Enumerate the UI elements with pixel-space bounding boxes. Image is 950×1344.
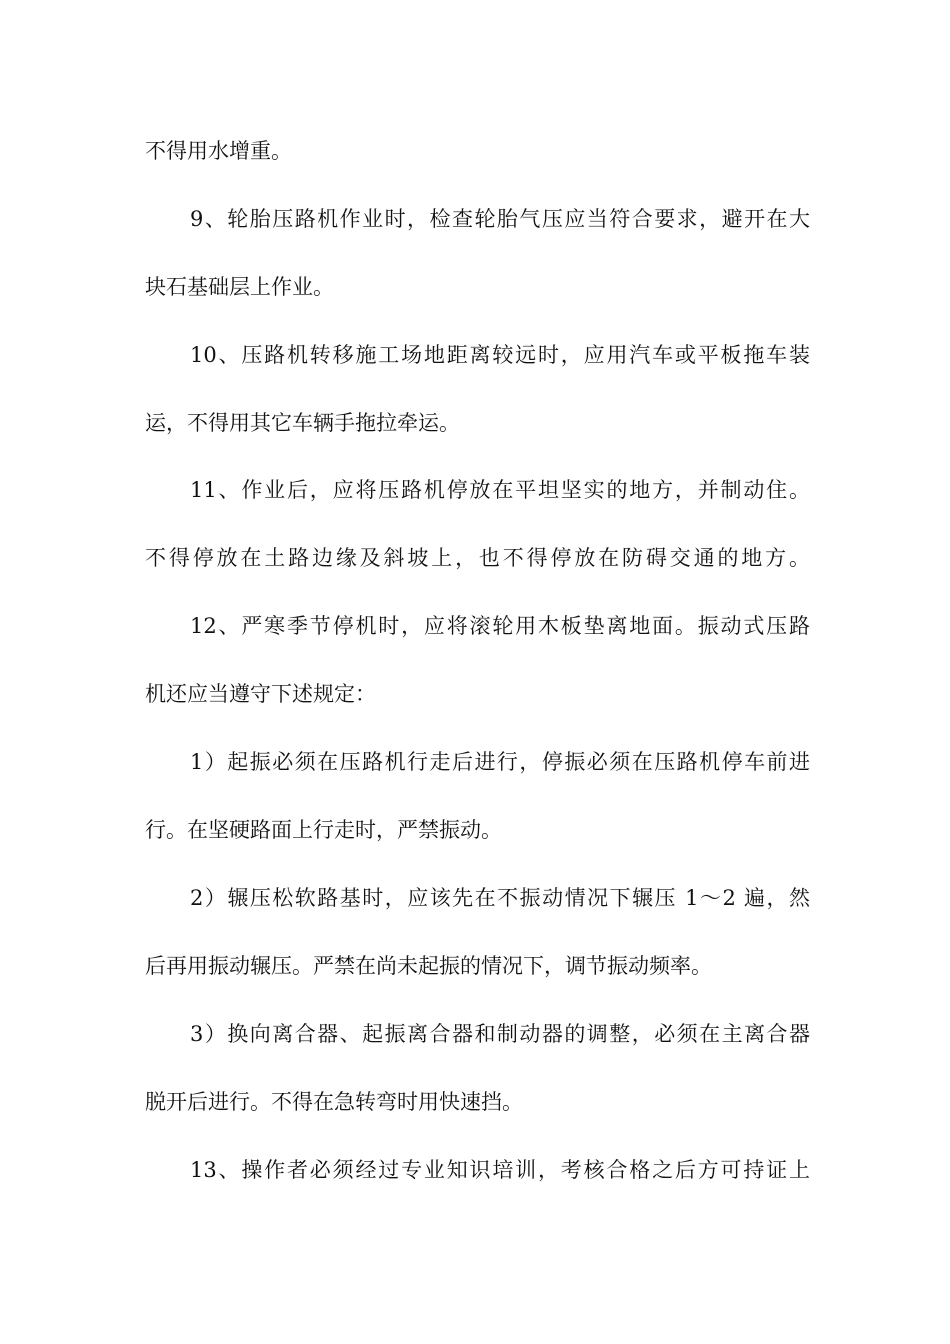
- text-line-7: 不得停放在土路边缘及斜坡上，也不得停放在防碍交通的地方。: [145, 546, 810, 570]
- text-line-2: 9、轮胎压路机作业时，检查轮胎气压应当符合要求，避开在大: [190, 207, 810, 231]
- text-line-5: 运，不得用其它车辆手拖拉牵运。: [145, 411, 460, 435]
- text-line-8: 12、严寒季节停机时，应将滚轮用木板垫离地面。振动式压路: [190, 614, 810, 638]
- text-line-12: 2）辗压松软路基时，应该先在不振动情况下辗压 1～2 遍，然: [190, 886, 810, 910]
- text-line-13: 后再用振动辗压。严禁在尚未起振的情况下，调节振动频率。: [145, 954, 712, 978]
- text-line-14: 3）换向离合器、起振离合器和制动器的调整，必须在主离合器: [190, 1022, 810, 1046]
- text-line-4: 10、压路机转移施工场地距离较远时，应用汽车或平板拖车装: [190, 343, 810, 367]
- text-line-6: 11、作业后，应将压路机停放在平坦坚实的地方，并制动住。: [190, 478, 810, 502]
- text-line-1: 不得用水增重。: [145, 139, 292, 163]
- text-line-9: 机还应当遵守下述规定：: [145, 682, 376, 706]
- text-line-11: 行。在坚硬路面上行走时，严禁振动。: [145, 818, 502, 842]
- text-line-10: 1）起振必须在压路机行走后进行，停振必须在压路机停车前进: [190, 750, 810, 774]
- text-line-16: 13、操作者必须经过专业知识培训，考核合格之后方可持证上: [190, 1158, 810, 1182]
- text-line-15: 脱开后进行。不得在急转弯时用快速挡。: [145, 1090, 523, 1114]
- text-line-3: 块石基础层上作业。: [145, 275, 334, 299]
